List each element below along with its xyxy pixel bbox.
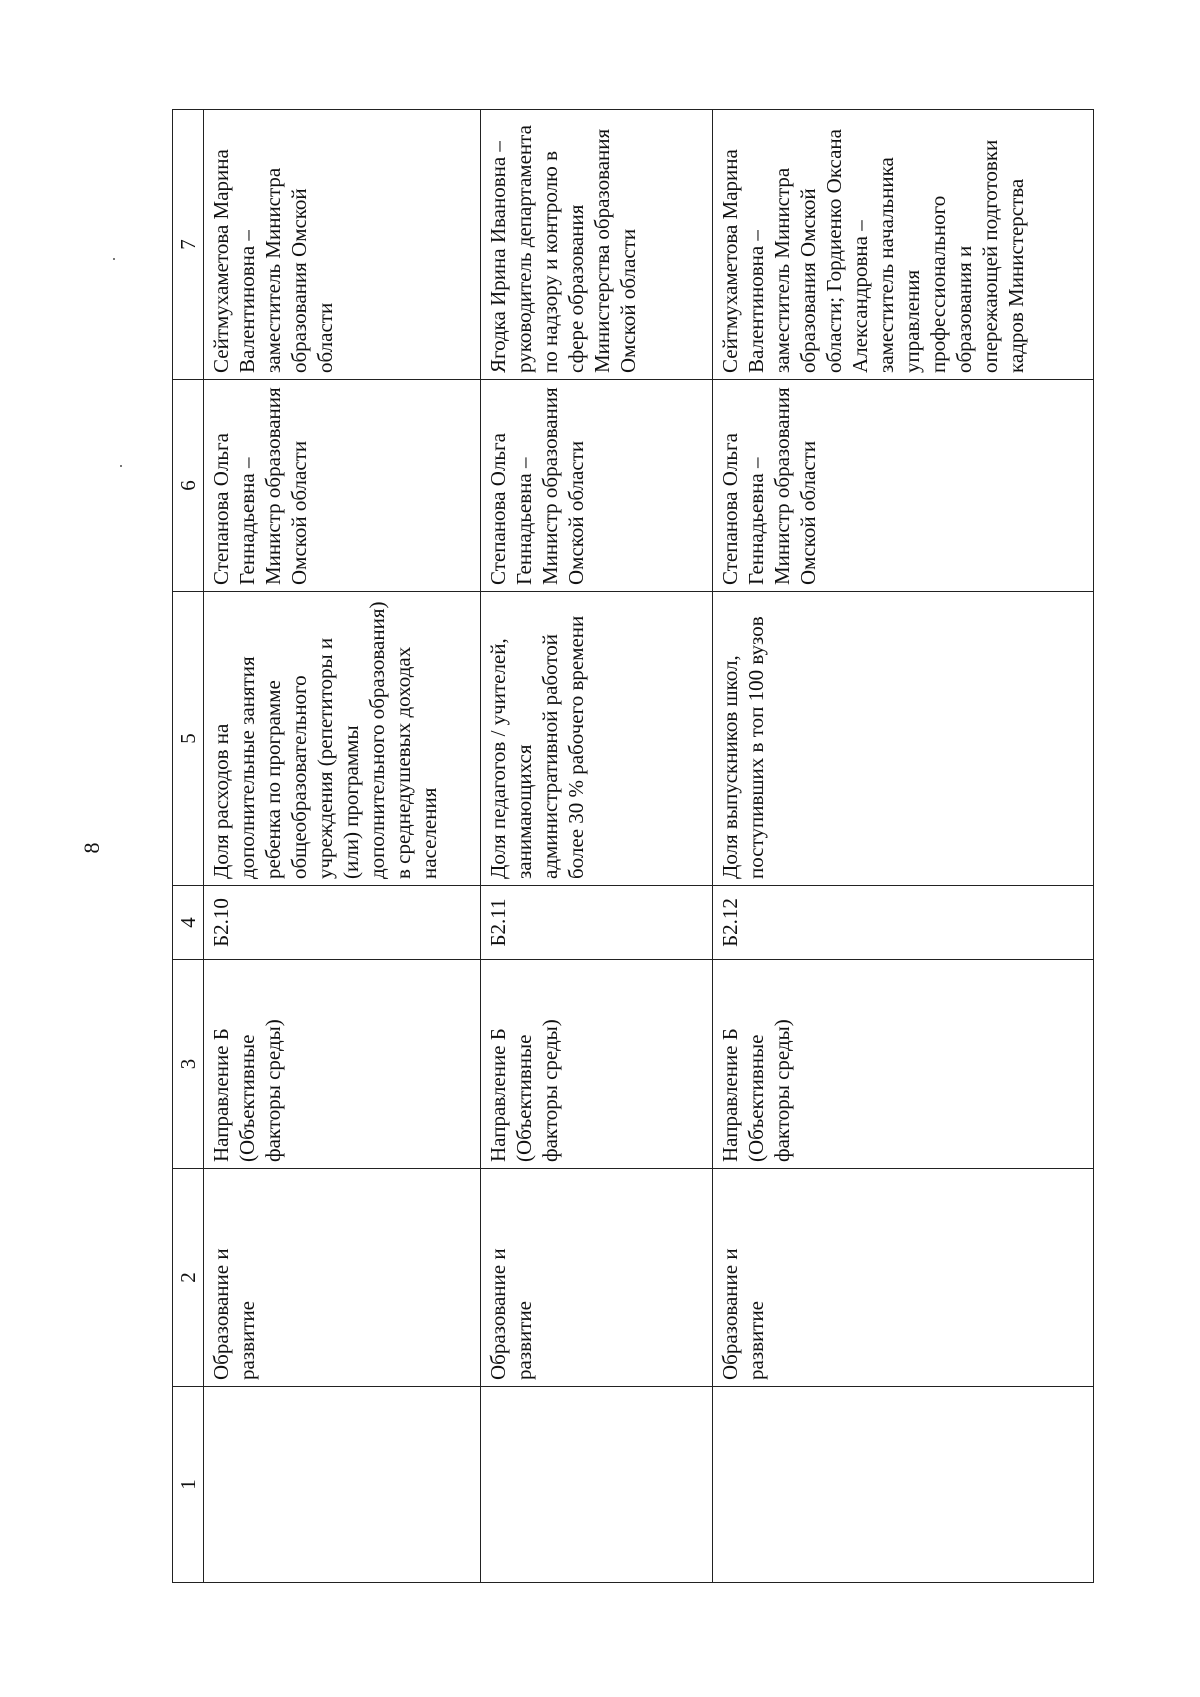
cell-sphere: Образование и развитие: [481, 1169, 713, 1387]
cell-indicator-code: Б2.12: [713, 886, 1094, 960]
column-header-6: 6: [173, 380, 204, 592]
cell-number: [204, 1387, 481, 1583]
cell-indicator-name: Доля расходов на дополнительные занятия ребенка по программе общеобразовательного учреждения (репетиторы и (или) программы дополнительного образования) в среднедушевых доходах населения: [204, 592, 481, 886]
column-header-2: 2: [173, 1169, 204, 1387]
cell-number: [713, 1387, 1094, 1583]
header-row: [173, 110, 204, 1583]
cell-direction: Направление Б (Объективные факторы среды): [481, 960, 713, 1169]
scan-speck: [113, 258, 115, 260]
cell-indicator-name: Доля педагогов / учителей, занимающихся административной работой более 30 % рабочего времени: [481, 592, 713, 886]
cell-number: [481, 1387, 713, 1583]
column-header-3: 3: [173, 960, 204, 1169]
column-header-7: 7: [173, 110, 204, 380]
cell-responsible-official: Степанова Ольга Геннадьевна – Министр образования Омской области: [713, 380, 1094, 592]
table-row: [204, 110, 481, 1583]
responsibility-table: [172, 109, 1094, 1583]
cell-indicator-name: Доля выпускников школ, поступивших в топ 100 вузов: [713, 592, 1094, 886]
column-header-1: 1: [173, 1387, 204, 1583]
cell-sphere: Образование и развитие: [713, 1169, 1094, 1387]
scan-speck: [120, 465, 122, 467]
table-row: [713, 110, 1094, 1583]
column-header-4: 4: [173, 886, 204, 960]
page-number: 8: [79, 842, 104, 854]
cell-direction: Направление Б (Объективные факторы среды): [204, 960, 481, 1169]
cell-executive: Сейтмухаметова Марина Валентиновна – заместитель Министра образования Омской области: [204, 110, 481, 380]
cell-sphere: Образование и развитие: [204, 1169, 481, 1387]
rotated-table-sheet: [172, 110, 1092, 1583]
table-row: [481, 110, 713, 1583]
cell-executive: Ягодка Ирина Ивановна – руководитель департамента по надзору и контролю в сфере образования Министерства образования Омской области: [481, 110, 713, 380]
cell-executive: Сейтмухаметова Марина Валентиновна – заместитель Министра образования Омской области; Гордиенко Оксана Александровна – заместитель начальника управления профессионального образования и опережающей подготовки кадров Министерства: [713, 110, 1094, 380]
cell-indicator-code: Б2.10: [204, 886, 481, 960]
cell-direction: Направление Б (Объективные факторы среды): [713, 960, 1094, 1169]
cell-responsible-official: Степанова Ольга Геннадьевна – Министр образования Омской области: [204, 380, 481, 592]
rotated-table-frame: [172, 110, 1092, 1583]
cell-indicator-code: Б2.11: [481, 886, 713, 960]
column-header-5: 5: [173, 592, 204, 886]
cell-responsible-official: Степанова Ольга Геннадьевна – Министр образования Омской области: [481, 380, 713, 592]
